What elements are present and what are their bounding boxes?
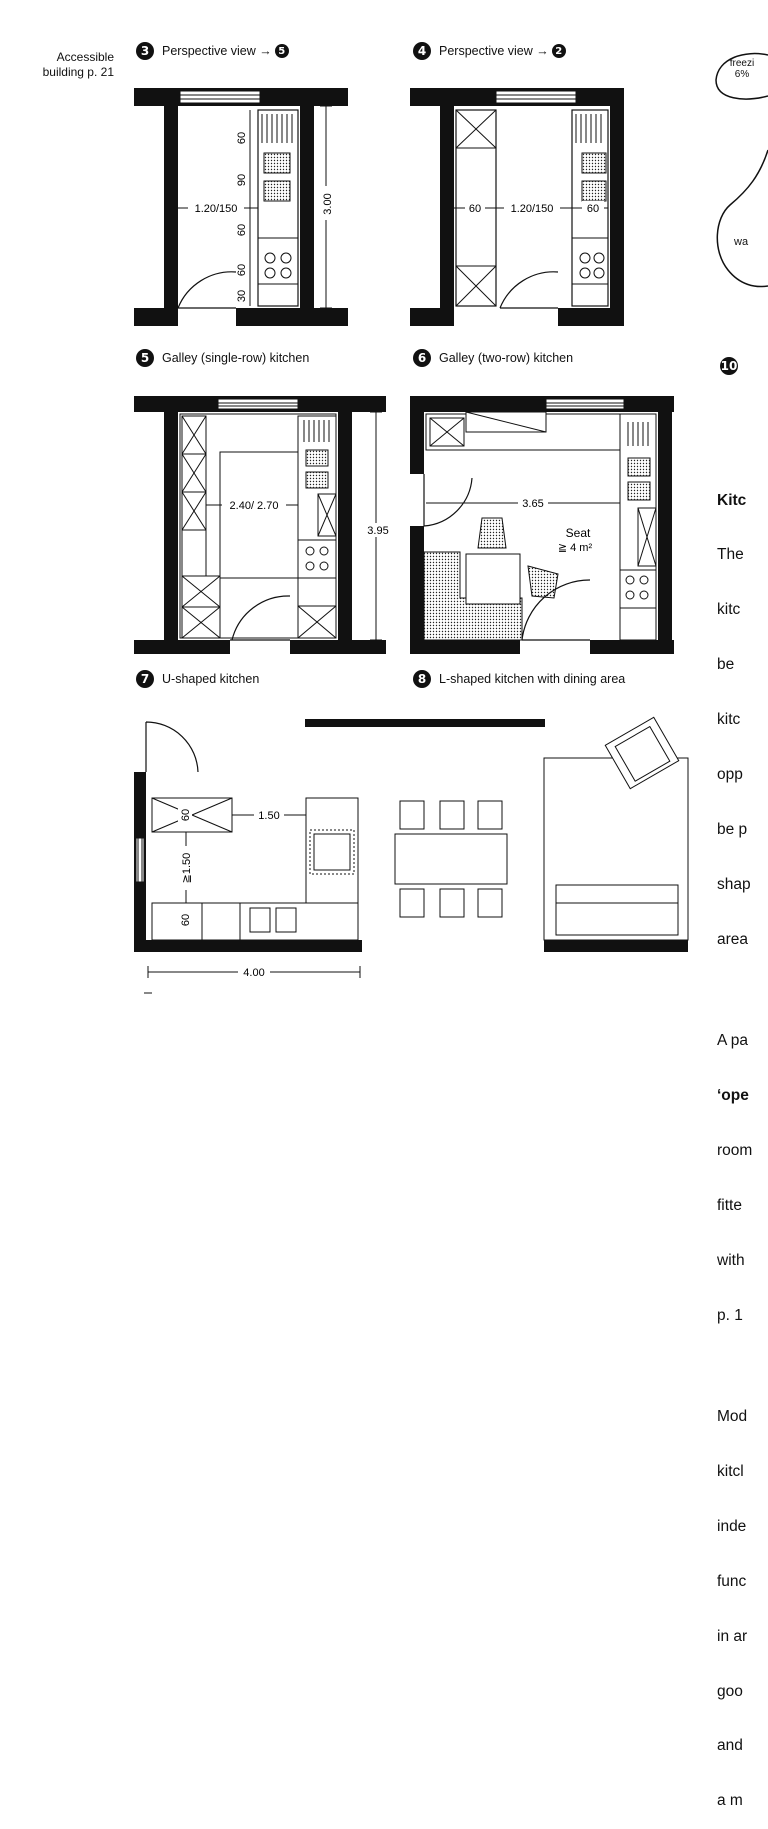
figure-number-3: 3 [136, 42, 154, 60]
figure-number-10: 10 [720, 359, 738, 373]
para3-line: inde [717, 1517, 747, 1535]
partial-text-freezi: freezi [729, 58, 755, 69]
plan-l-shaped-dining [410, 396, 674, 654]
caption-text-7: U-shaped kitchen [162, 672, 260, 686]
dim-p5-60c: 60 [236, 263, 248, 277]
para3-line: and [717, 1737, 743, 1755]
dim-p5-clearance: 1.20/150 [194, 203, 238, 215]
para1-line: kitc [717, 601, 741, 619]
para1-line: shap [717, 875, 751, 893]
caption-text-3: Perspective view → [162, 44, 272, 58]
dim-p5-90: 90 [236, 173, 248, 187]
para3-line: a m [717, 1792, 743, 1810]
dim-p5-30: 30 [236, 289, 248, 303]
para3-line: kitcl [717, 1463, 744, 1481]
seat-label: Seat [565, 526, 591, 540]
figure-number-5: 5 [136, 349, 154, 367]
dim-p9-length: 4.00 [243, 967, 265, 979]
plan-galley-two-row [410, 88, 624, 326]
para2-bold-term: ‘ope [717, 1087, 749, 1105]
plan-open-kitchen [134, 717, 688, 993]
dim-p5-60b: 60 [236, 223, 248, 237]
para3-line: goo [717, 1682, 743, 1700]
para1-line: be p [717, 820, 748, 838]
partial-text-mid: wa [734, 236, 749, 248]
dim-p8-width: 3.65 [522, 498, 544, 510]
dim-p6-clearance: 1.20/150 [510, 203, 554, 215]
para2-line: fitte [717, 1196, 742, 1214]
para2-line: p. 1 [717, 1306, 743, 1324]
figure-number-4: 4 [413, 42, 431, 60]
para1-line: The [717, 546, 744, 564]
dim-p5-60a: 60 [236, 131, 248, 145]
dim-p9-clearance: ≧1.50 [181, 852, 193, 884]
para3-line: Mod [717, 1408, 748, 1426]
dim-p5-length: 3.00 [322, 193, 334, 215]
para2-line: room [717, 1141, 753, 1159]
seat-area: ≧ 4 m² [557, 542, 593, 554]
section-heading: Kitc [717, 491, 747, 509]
side-note-accessible-building: Accessible building p. 21 [42, 50, 114, 79]
figure-ref-2[interactable]: 2 [552, 44, 566, 58]
dim-p7-length: 3.95 [367, 525, 389, 537]
caption-text-5: Galley (single-row) kitchen [162, 351, 310, 365]
dim-p9-gap: 1.50 [258, 810, 280, 822]
plan-u-shaped [134, 396, 390, 654]
dim-p6-width-b: 60 [586, 203, 600, 215]
figure-number-7: 7 [136, 670, 154, 688]
dim-p9-depth-b: 60 [180, 913, 192, 927]
para1-line: opp [717, 766, 743, 784]
caption-text-4: Perspective view → [439, 44, 549, 58]
para1-line: kitc [717, 711, 741, 729]
partial-text-percent: 6% [734, 69, 750, 80]
para3-line: func [717, 1572, 747, 1590]
para2-line: A pa [717, 1032, 749, 1050]
caption-text-6: Galley (two-row) kitchen [439, 351, 574, 365]
caption-text-8: L-shaped kitchen with dining area [439, 672, 626, 686]
para1-line: be [717, 656, 735, 674]
plan-galley-single-row [134, 88, 348, 326]
dim-p9-depth-a: 60 [180, 808, 192, 822]
figure-ref-5[interactable]: 5 [275, 44, 289, 58]
para2-line: with [717, 1251, 745, 1269]
para1-line: area [717, 930, 749, 948]
dim-p6-width-a: 60 [468, 203, 482, 215]
figure-number-8: 8 [413, 670, 431, 688]
partial-figure-10 [716, 54, 768, 287]
para3-line: in ar [717, 1627, 748, 1645]
figure-number-6: 6 [413, 349, 431, 367]
dim-p7-clearance: 2.40/ 2.70 [229, 500, 279, 512]
